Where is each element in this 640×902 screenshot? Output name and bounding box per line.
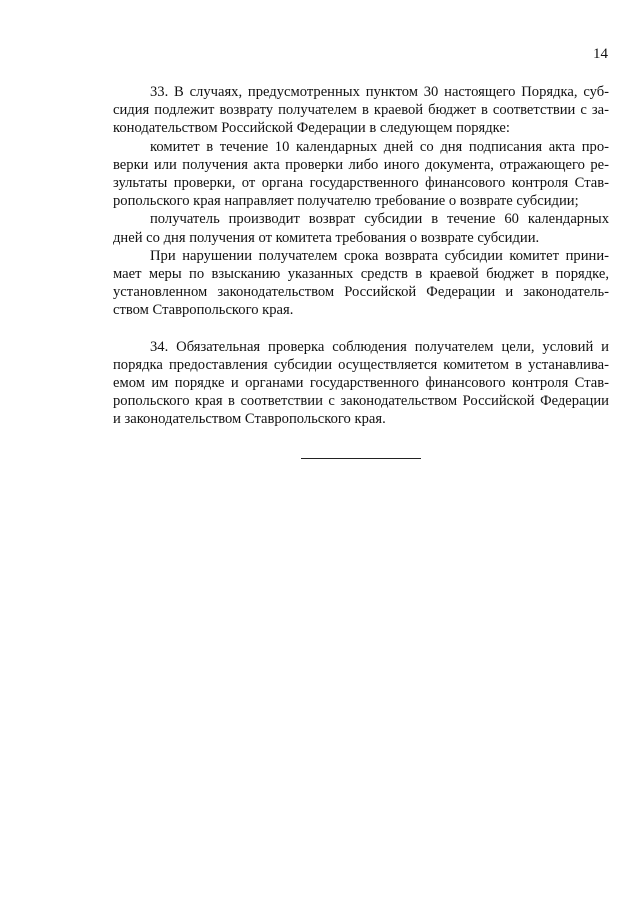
text-line: При нарушении получателем срока возврата субсидии комитет прини- — [150, 247, 609, 264]
text-line: 33. В случаях, предусмотренных пунктом 30 настоящего Порядка, суб- — [150, 84, 609, 100]
text-line: верки или получения акта проверки либо иного документа, отражающего ре- — [113, 156, 609, 173]
paragraph-committee-demand — [113, 138, 609, 211]
text-line: ропольского края в соответствии с законодательством Российской Федерации — [113, 393, 609, 410]
paragraph-violation-measures — [113, 247, 609, 320]
text-line: порядка предоставления субсидии осуществляется комитетом в устанавлива- — [113, 356, 609, 373]
paragraph-recipient-return — [113, 210, 609, 246]
paragraph-34-inspection — [113, 338, 609, 429]
end-separator-line — [301, 458, 421, 459]
document-body — [113, 83, 609, 429]
paragraph-spacer — [113, 320, 609, 338]
page-number: 14 — [593, 46, 608, 62]
text-line: и законодательством Ставропольского края. — [113, 411, 386, 428]
text-line: сидия подлежит возврату получателем в краевой бюджет в соответствии с за- — [113, 102, 609, 119]
text-line: получатель производит возврат субсидии в течение 60 календарных — [150, 211, 609, 228]
text-line: конодательством Российской Федерации в следующем порядке: — [113, 120, 510, 137]
text-line: зультаты проверки, от органа государственного финансового контроля Став- — [113, 175, 609, 192]
text-line: дней со дня получения от комитета требования о возврате субсидии. — [113, 229, 540, 246]
text-line: ством Ставропольского края. — [113, 302, 294, 319]
text-line: мает меры по взысканию указанных средств в краевой бюджет в порядке, — [113, 266, 609, 283]
text-line: емом им порядке и органами государственного финансового контроля Став- — [113, 375, 609, 392]
text-line: 34. Обязательная проверка соблюдения получателем цели, условий и — [150, 338, 609, 355]
paragraph-33-intro — [113, 83, 609, 138]
text-line: комитет в течение 10 календарных дней со дня подписания акта про- — [150, 138, 609, 155]
text-line: установленном законодательством Российской Федерации и законодатель- — [113, 284, 609, 301]
text-line: ропольского края направляет получателю требование о возврате субсидии; — [113, 193, 579, 210]
